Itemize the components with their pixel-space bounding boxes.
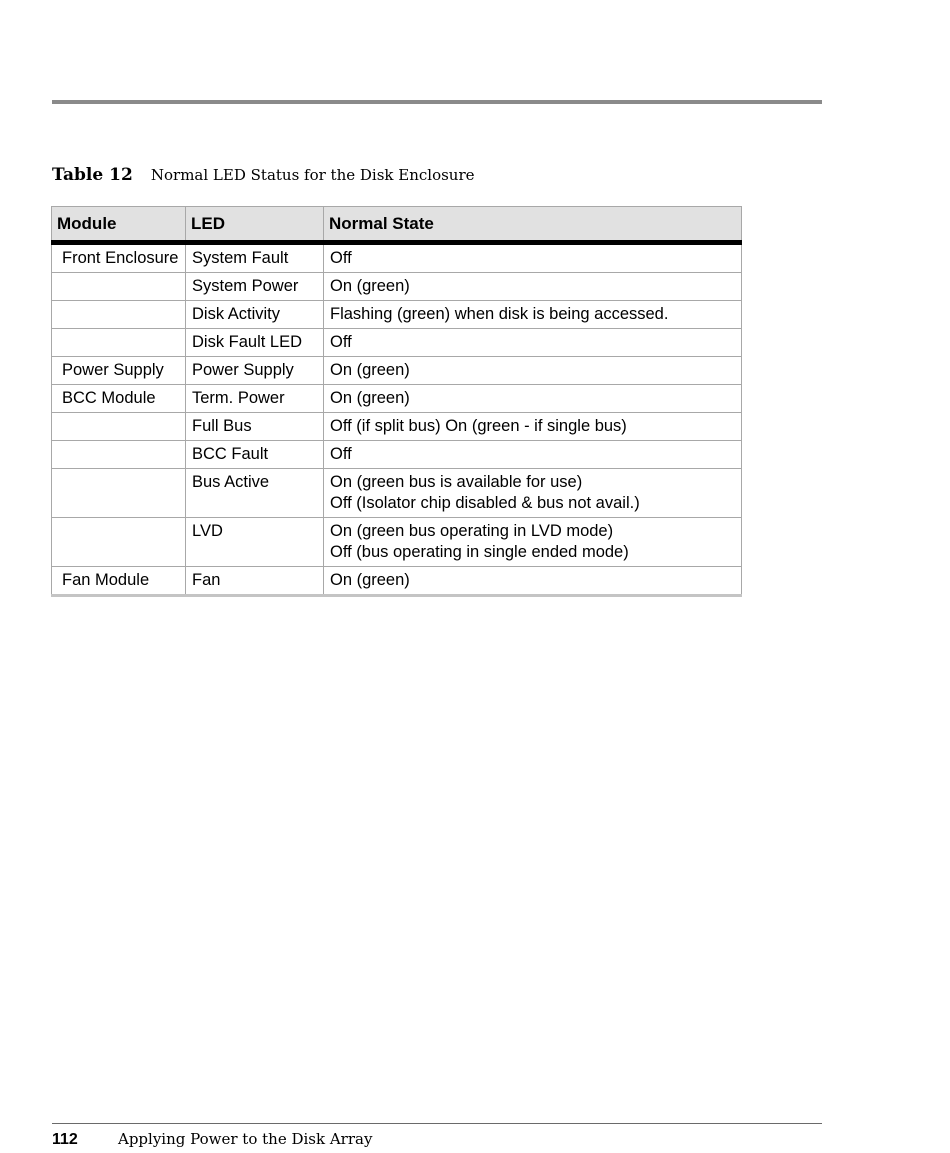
cell-normal-state — [324, 273, 742, 301]
normal-state-line: Off (if split bus) On (green - if single bus) — [330, 417, 627, 435]
normal-state-line: On (green bus is available for use) — [330, 473, 583, 491]
cell-normal-state — [324, 469, 742, 518]
table-caption-title: Normal LED Status for the Disk Enclosure — [150, 166, 475, 184]
footer-rule — [52, 1123, 822, 1124]
cell-normal-state — [324, 518, 742, 567]
table-row — [52, 567, 742, 596]
table-row — [52, 243, 742, 273]
cell-led: System Power — [186, 273, 324, 301]
column-header-module: Module — [52, 207, 186, 243]
cell-module — [52, 441, 186, 469]
normal-state-line: Off — [330, 445, 352, 463]
cell-normal-state — [324, 243, 742, 273]
table-row — [52, 273, 742, 301]
normal-state-line: On (green bus operating in LVD mode) — [330, 522, 614, 540]
cell-module: BCC Module — [52, 385, 186, 413]
cell-module — [52, 518, 186, 567]
cell-led: Power Supply — [186, 357, 324, 385]
footer-section-title: Applying Power to the Disk Array — [118, 1130, 373, 1148]
table-row — [52, 441, 742, 469]
table-caption — [52, 162, 475, 188]
normal-state-line: Off (bus operating in single ended mode) — [330, 543, 629, 561]
cell-normal-state — [324, 385, 742, 413]
page-footer — [52, 1128, 372, 1151]
cell-module: Power Supply — [52, 357, 186, 385]
led-status-table — [51, 206, 742, 597]
table-row — [52, 329, 742, 357]
cell-module: Front Enclosure — [52, 243, 186, 273]
column-header-led: LED — [186, 207, 324, 243]
cell-led: BCC Fault — [186, 441, 324, 469]
cell-normal-state — [324, 301, 742, 329]
cell-led: Disk Activity — [186, 301, 324, 329]
cell-module — [52, 273, 186, 301]
table-row — [52, 413, 742, 441]
cell-led: Bus Active — [186, 469, 324, 518]
page-number: 112 — [52, 1131, 78, 1148]
cell-led: Fan — [186, 567, 324, 596]
cell-normal-state — [324, 357, 742, 385]
cell-led: Term. Power — [186, 385, 324, 413]
cell-module — [52, 329, 186, 357]
cell-normal-state — [324, 441, 742, 469]
normal-state-line: On (green) — [330, 571, 410, 589]
table-row — [52, 518, 742, 567]
cell-led: LVD — [186, 518, 324, 567]
table-row — [52, 357, 742, 385]
table-caption-label: Table 12 — [52, 165, 133, 185]
normal-state-line: Off — [330, 333, 352, 351]
table-row — [52, 301, 742, 329]
normal-state-line: On (green) — [330, 361, 410, 379]
normal-state-line: Off — [330, 249, 352, 267]
cell-led: System Fault — [186, 243, 324, 273]
cell-normal-state — [324, 329, 742, 357]
cell-led: Full Bus — [186, 413, 324, 441]
table-row — [52, 469, 742, 518]
normal-state-line: On (green) — [330, 277, 410, 295]
column-header-normal-state: Normal State — [324, 207, 742, 243]
cell-module: Fan Module — [52, 567, 186, 596]
cell-normal-state — [324, 567, 742, 596]
table-body — [52, 243, 742, 596]
cell-normal-state — [324, 413, 742, 441]
header-rule — [52, 100, 822, 104]
normal-state-line: Flashing (green) when disk is being accessed. — [330, 305, 669, 323]
cell-module — [52, 469, 186, 518]
cell-led: Disk Fault LED — [186, 329, 324, 357]
normal-state-line: On (green) — [330, 389, 410, 407]
table-row — [52, 385, 742, 413]
cell-module — [52, 413, 186, 441]
normal-state-line: Off (Isolator chip disabled & bus not avail.) — [330, 494, 640, 512]
table-header-row — [52, 207, 742, 243]
cell-module — [52, 301, 186, 329]
